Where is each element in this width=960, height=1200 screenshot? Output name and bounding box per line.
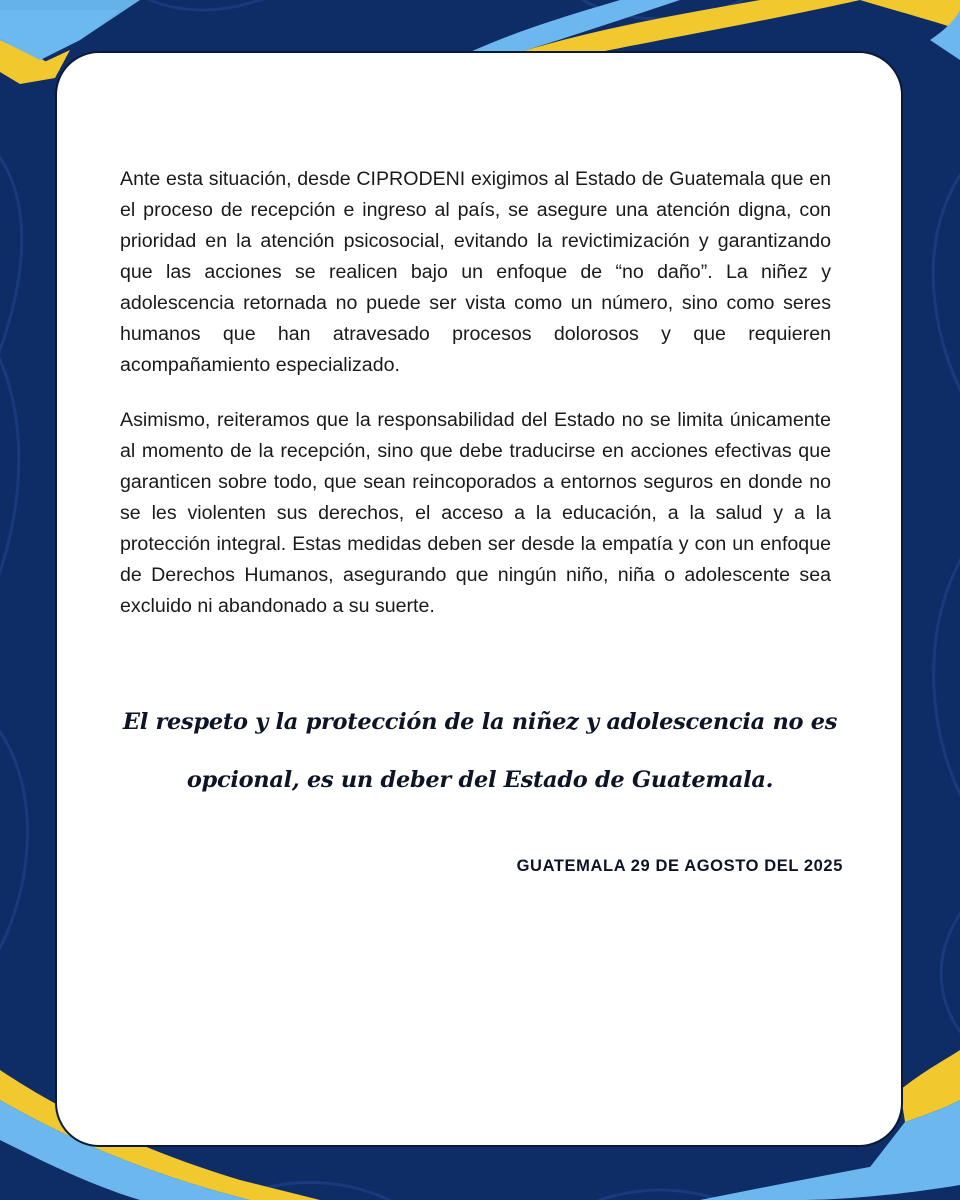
statement-card [55, 51, 903, 1147]
closing-quote: El respeto y la protección de la niñez y adolescencia no es opcional, es un deber del Estado de Guatemala. [122, 709, 838, 793]
paragraph-2: Asimismo, reiteramos que la responsabilidad del Estado no se limita únicamente al momento de la recepción, sino que debe traducirse en acciones efectivas que garanticen sobre todo, que sean reincoporados a entornos seguros en donde no se les violenten sus derechos, el acceso a la educación, a la salud y a la protección integral. Estas medidas deben ser desde la empatía y con un enfoque de Derechos Humanos, asegurando que ningún niño, niña o adolescente sea excluido ni abandonado a su suerte. [120, 409, 831, 617]
paragraph-1: Ante esta situación, desde CIPRODENI exigimos al Estado de Guatemala que en el proceso de recepción e ingreso al país, se asegure una atención digna, con prioridad en la atención psicosocial, evitando la revictimización y garantizando que las acciones se realicen bajo un enfoque de “no daño”. La niñez y adolescencia retornada no puede ser vista como un número, sino como seres humanos que han atravesado procesos dolorosos y que requieren acompañamiento especializado. [120, 168, 831, 376]
date-line: GUATEMALA 29 DE AGOSTO DEL 2025 [516, 857, 843, 875]
